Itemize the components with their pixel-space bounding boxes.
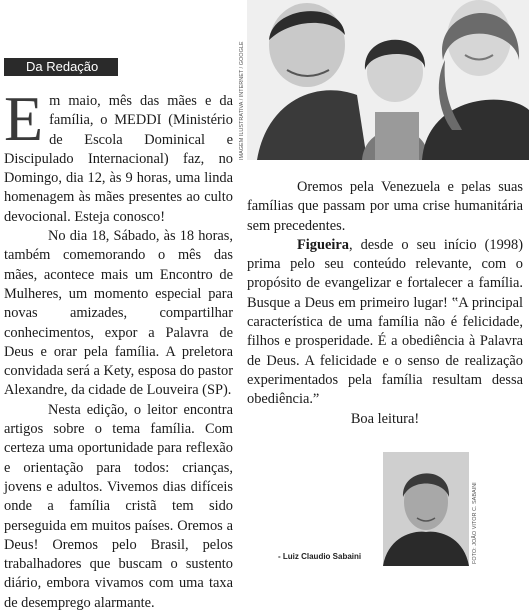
article-right-column: [247, 178, 523, 438]
author-portrait: [383, 452, 469, 566]
author-signature: - Luiz Claudio Sabaini: [278, 552, 362, 561]
paragraph-text: m maio, mês das mães e da família, o MEDDI (Ministério de Escola Dominical e Discipulado Internacional) faz, no Domingo, dia 12, às 9 horas, uma linda homenagem às mães presentes ao culto devocional. Esteja conosco!: [4, 93, 233, 225]
closing-line: Boa leitura!: [350, 410, 420, 427]
article-paragraph: [247, 236, 523, 410]
section-label: Da Redação: [4, 58, 118, 76]
article-paragraph: [4, 83, 233, 227]
family-illustration: [247, 0, 529, 160]
drop-cap: E: [4, 83, 44, 154]
photo-credit: FOTO: JOÃO VITOR C. SABAINI: [472, 482, 478, 564]
magazine-name: Figueira: [297, 236, 349, 253]
article-paragraph: Nesta edição, o leitor encontra artigos sobre o tema família. Com certeza uma oportunidade para reflexão e orientação para todos: crianças, jovens e adultos. Vivemos dias difíceis onde a família cristã tem sido perseguida em muitos países. Oremos a Deus! Oremos pelo Brasil, pelos trabalhadores que buscam o sustento diário, embora vivamos com uma taxa de desemprego alarmante.: [4, 401, 233, 611]
author-photo: [383, 452, 469, 566]
image-credit: IMAGEM ILUSTRATIVA / INTERNET / GOOGLE: [239, 41, 245, 160]
article-paragraph: No dia 18, Sábado, às 18 horas, também comemorando o mês das mães, acontece mais um Encontro de Mulheres, um momento especial para novas amizades, compartilhar conhecimentos, expor a Palavra de Deus e orar pela família. A preletora convidada será a Kety, esposa do pastor Alexandre, da cidade de Louveira (SP).: [4, 228, 233, 399]
family-illustration-art: [247, 0, 529, 160]
article-left-column: [4, 83, 233, 611]
paragraph-text: , desde o seu início (1998) prima pelo seu conteúdo relevante, com o propósito de evangelizar e fortalecer a família. Busque a Deus em primeiro lugar! ‟A principal característica de uma família não é felicidade, filhos e prosperidade. É a obediência à Palavra de Deus. A felicidade e o senso de realização experimentados pela família resultam dessa obediência.”: [247, 236, 523, 408]
article-paragraph: Oremos pela Venezuela e pelas suas famílias que passam por uma crise humanitária sem precedentes.: [247, 179, 523, 234]
